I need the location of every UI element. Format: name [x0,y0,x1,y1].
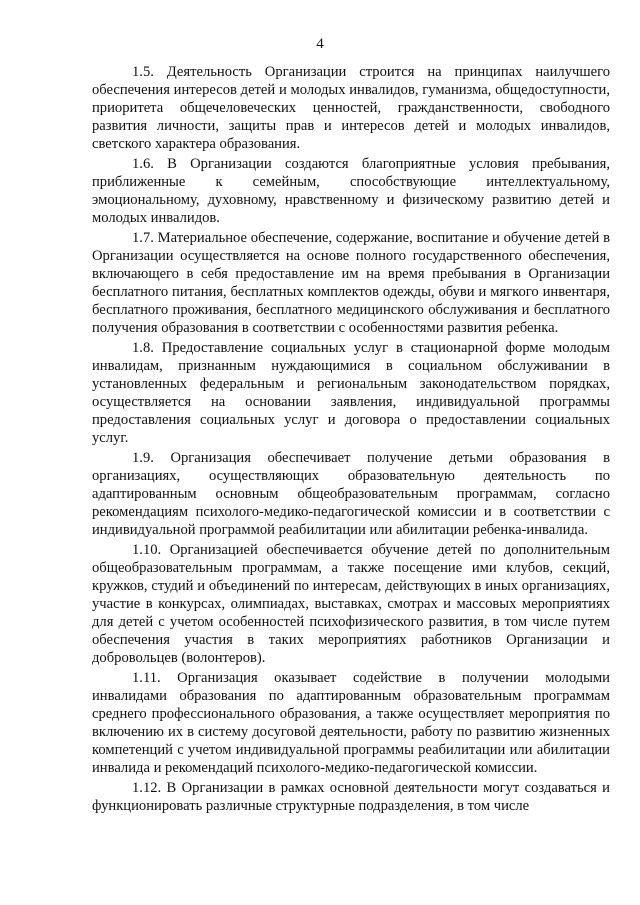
paragraph-1-5: 1.5. Деятельность Организации строится на принципах наилучшего обеспечения интересов детей и молодых инвалидов, гуманизма, общедоступности, приоритета общечеловеческих ценностей, гражданственности, свободного развития личности, защиты прав и интересов детей и молодых инвалидов, светского характера образования. [92,64,610,152]
page-number: 4 [316,36,324,52]
paragraph-1-7: 1.7. Материальное обеспечение, содержание, воспитание и обучение детей в Организации осуществляется на основе полного государственного обеспечения, включающего в себя предоставление им на время пребывания в Организации бесплатного питания, бесплатных комплектов одежды, обуви и мягкого инвентаря, бесплатного проживания, бесплатного медицинского обслуживания и бесплатного получения образования в соответствии с особенностями развития ребенка. [92,230,610,336]
paragraph-1-11: 1.11. Организация оказывает содействие в получении молодыми инвалидами образования по адаптированным образовательным программам среднего профессионального образования, а также осуществляет мероприятия по включению их в систему досуговой деятельности, работу по развитию жизненных компетенций с учетом индивидуальной программы реабилитации или абилитации инвалида и рекомендаций психолого-медико-педагогической комиссии. [92,670,610,776]
paragraph-1-6: 1.6. В Организации создаются благоприятные условия пребывания, приближенные к семейным, способствующие интеллектуальному, эмоциональному, духовному, нравственному и физическому развитию детей и молодых инвалидов. [92,156,610,226]
paragraph-1-9: 1.9. Организация обеспечивает получение детьми образования в организациях, осуществляющих образовательную деятельность по адаптированным основным общеобразовательным программам, согласно рекомендациям психолого-медико-педагогической комиссии и в соответствии с индивидуальной программой реабилитации или абилитации ребенка-инвалида. [92,450,610,538]
paragraph-1-8: 1.8. Предоставление социальных услуг в стационарной форме молодым инвалидам, признанным нуждающимися в социальном обслуживании в установленных федеральным и региональным законодательством порядках, осуществляется на основании заявления, индивидуальной программы предоставления социальных услуг и договора о предоставлении социальных услуг. [92,340,610,446]
document-body [92,63,610,817]
paragraph-1-10: 1.10. Организацией обеспечивается обучение детей по дополнительным общеобразовательным программам, а также посещение ими клубов, секций, кружков, студий и объединений по интересам, действующих в иных организациях, участие в конкурсах, олимпиадах, выставках, смотрах и массовых мероприятиях для детей с учетом особенностей психофизического развития, в том числе путем обеспечения участия в таких мероприятиях работников Организации и добровольцев (волонтеров). [92,542,610,666]
paragraph-1-12: 1.12. В Организации в рамках основной деятельности могут создаваться и функционировать различные структурные подразделения, в том числе [92,780,610,814]
